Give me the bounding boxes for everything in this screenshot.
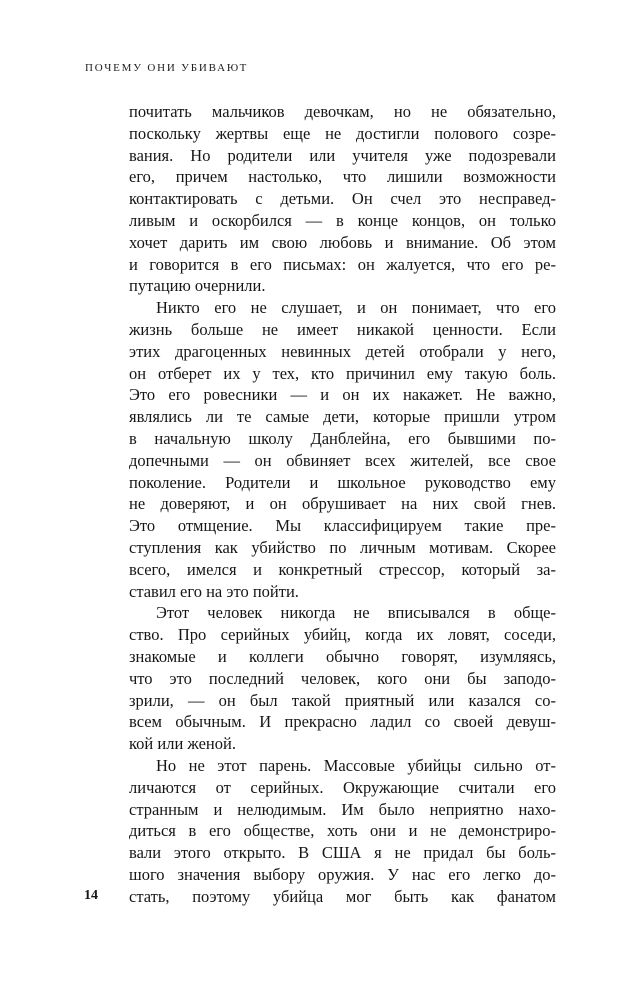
text-line: диться в его обществе, хоть они и не демонстриро- [129,821,556,841]
text-line: Это отмщение. Мы классифицируем такие пре- [129,516,556,536]
text-line: допечными — он обвиняет всех жителей, все свое [129,450,556,470]
text-line: почитать мальчиков девочкам, но не обязательно, [129,102,556,121]
text-line: контактировать с детьми. Он счел это несправед- [129,189,556,209]
text-line: хочет дарить им свою любовь и внимание. Об этом [129,232,556,252]
text-line: всего, имелся и конкретный стрессор, который за- [129,559,556,579]
text-line: вания. Но родители или учителя уже подозревали [129,145,556,165]
text-line: в начальную школу Данблейна, его бывшими по- [129,428,556,448]
text-line: Никто его не слушает, и он понимает, что его [156,298,556,318]
text-line: вали этого открыто. В США я не придал бы боль- [129,843,556,863]
paragraph [129,297,556,602]
paragraph [129,602,556,755]
text-line: личаются от серийных. Окружающие считали его [129,777,556,797]
text-line: стать, поэтому убийца мог быть как фанатом [129,886,556,906]
text-line: его, причем настолько, что лишили возможности [129,167,556,187]
text-line: ставил его на это пойти. [129,581,299,601]
paragraph [129,101,556,297]
text-line: кой или женой. [129,734,236,754]
text-line: этих драгоценных невинных детей отобрали у него, [129,341,556,361]
text-line: странным и нелюдимым. Им было неприятно нахо- [129,799,556,819]
text-line: всем обычным. И прекрасно ладил со своей девуш- [129,712,556,732]
text-line: жизнь больше не имеет никакой ценности. Если [129,319,556,339]
text-line: Но не этот парень. Массовые убийцы сильно от- [156,755,556,775]
text-line: Этот человек никогда не вписывался в обще- [156,603,556,623]
text-line: ство. Про серийных убийц, когда их ловят, соседи, [129,625,556,645]
text-line: не доверяют, и он обрушивает на них свой гнев. [129,494,556,514]
text-line: он отберет их у тех, кто причинил ему такую боль. [129,363,556,383]
text-line: ливым и оскорбился — в конце концов, он только [129,210,556,230]
body-text [129,101,556,907]
text-line: знакомые и коллеги обычно говорят, изумляясь, [129,646,556,666]
text-line: Это его ровесники — и он их накажет. Не важно, [129,385,556,405]
page-number: 14 [84,888,98,903]
text-line: являлись ли те самые дети, которые пришли утром [129,407,556,427]
text-line: ступления как убийство по личным мотивам. Скорее [129,537,556,557]
text-line: поскольку жертвы еще не достигли полового созре- [129,123,556,143]
text-line: что это последний человек, кого они бы заподо- [129,668,556,688]
text-line: зрили, — он был такой приятный или казался со- [129,690,556,710]
running-header: ПОЧЕМУ ОНИ УБИВАЮТ [85,62,249,74]
text-line: шого значения выбору оружия. У нас его легко до- [129,864,556,884]
text-line: путацию очернили. [129,276,266,296]
paragraph [129,755,556,908]
text-line: и говорится в его письмах: он жалуется, что его ре- [129,254,556,274]
text-line: поколение. Родители и школьное руководство ему [129,472,556,492]
